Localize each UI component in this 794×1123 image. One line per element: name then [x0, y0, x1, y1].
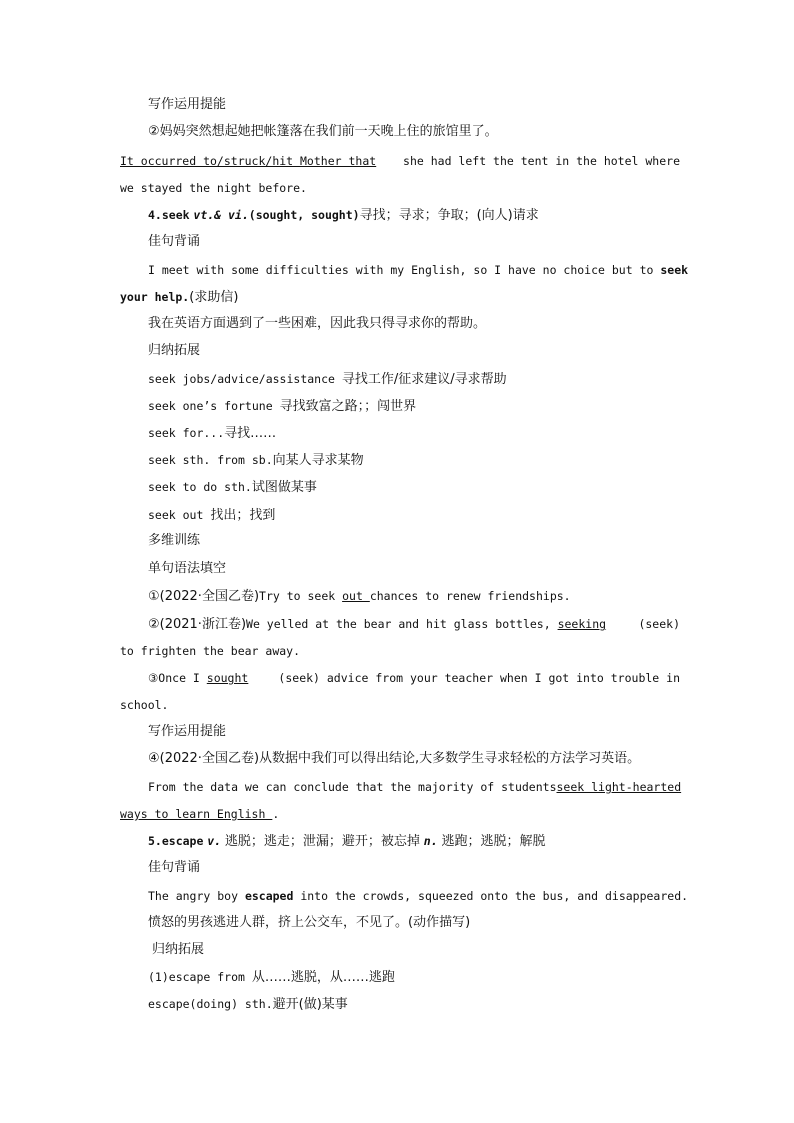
phrase-cn: 避开(做)某事	[272, 997, 348, 1012]
question-text: Try to seek	[259, 589, 343, 603]
entry-pos: v.	[207, 834, 222, 848]
question-source: ②(2021·浙江卷)	[148, 617, 247, 632]
answer-blank: seek light-hearted	[556, 780, 682, 794]
phrase-cn: 寻找工作/征求建议/寻求帮助	[341, 372, 507, 387]
question-text: chances to renew friendships.	[369, 589, 571, 603]
phrase-cn: 试图做某事	[251, 480, 317, 495]
phrase-en: seek out	[148, 508, 211, 522]
question-2-cont: to frighten the bear away.	[120, 644, 301, 658]
example-text: The angry boy	[148, 889, 245, 903]
answer-blank: seeking	[557, 617, 607, 631]
entry-pos: vt.& vi.	[193, 208, 249, 222]
phrase-cn: 找出；找到	[210, 508, 276, 523]
writing-heading: 写作运用提能	[148, 724, 227, 739]
good-sentence-heading: 佳句背诵	[148, 234, 201, 249]
answer-blank: sought	[206, 671, 249, 685]
question-4-prompt: ④(2022·全国乙卷)从数据中我们可以得出结论,大多数学生寻求轻松的方法学习英语。	[148, 751, 641, 766]
question-text: ③Once I	[148, 671, 207, 685]
phrase-item	[148, 452, 708, 469]
phrase-cn: 寻找致富之路；；闯世界	[279, 399, 417, 414]
section-heading-writing: 写作运用提能	[148, 97, 227, 112]
phrase-en: (1)escape from	[148, 970, 252, 984]
answer-continuation: we stayed the night before.	[120, 181, 307, 195]
answer-blank: ways to learn English	[120, 807, 273, 821]
example-bold: seek	[660, 263, 689, 277]
phrase-en: seek sth. from sb.	[148, 453, 273, 467]
question-4-answer	[120, 779, 680, 795]
phrase-en: seek jobs/advice/assistance	[148, 372, 342, 386]
training-heading: 多维训练	[148, 533, 201, 548]
entry-word: escape	[161, 834, 204, 848]
entry-number: 5.	[148, 834, 162, 848]
question-4-answer-cont	[120, 806, 680, 822]
example-text: into the crowds, squeezed onto the bus, and disappeared.	[293, 889, 689, 903]
question-3-cont: school.	[120, 698, 169, 712]
question-2	[120, 616, 680, 633]
phrase-en: escape(doing) sth.	[148, 997, 273, 1011]
question-text: From the data we can conclude that the majority of students	[148, 780, 557, 794]
good-sentence-heading: 佳句背诵	[148, 860, 201, 875]
question-source: ①(2022·全国乙卷)	[148, 589, 260, 604]
phrase-en: seek for...	[148, 426, 225, 440]
entry-meaning: 寻找；寻求；争取；(向人)请求	[359, 208, 539, 223]
answer-line	[120, 153, 680, 169]
example-sentence	[120, 262, 689, 278]
phrase-item	[148, 398, 708, 415]
answer-rest: she had left the tent in the hotel where	[403, 154, 680, 168]
period: .	[272, 807, 280, 821]
summary-heading: 归纳拓展	[148, 343, 201, 358]
phrase-item	[148, 479, 708, 496]
example-text: I meet with some difficulties with my English, so I have no choice but to	[148, 263, 654, 277]
question-hint: (seek)	[638, 617, 680, 631]
entry-seek-header	[148, 207, 708, 224]
question-3	[120, 670, 680, 686]
example-sentence-cont	[120, 289, 680, 306]
phrase-item	[148, 996, 708, 1013]
phrase-item	[148, 371, 708, 388]
summary-heading: 归纳拓展	[152, 942, 205, 957]
phrase-item	[148, 425, 708, 442]
question-text: We yelled at the bear and hit glass bottles,	[246, 617, 558, 631]
question-2-prompt: ②妈妈突然想起她把帐篷落在我们前一天晚上住的旅馆里了。	[148, 124, 498, 139]
question-1	[148, 588, 708, 605]
phrase-item	[148, 507, 708, 524]
phrase-cn: 从……逃脱，从……逃跑	[251, 970, 395, 985]
phrase-item	[148, 969, 708, 986]
answer-blank: It occurred to/struck/hit Mother that	[120, 154, 377, 168]
entry-pos: n.	[423, 834, 438, 848]
entry-number: 4.	[148, 208, 162, 222]
entry-word: seek	[161, 208, 190, 222]
fill-heading: 单句语法填空	[148, 561, 227, 576]
example-bold: escaped	[244, 889, 294, 903]
example-translation: 我在英语方面遇到了一些困难，因此我只得寻求你的帮助。	[148, 316, 487, 331]
entry-forms: (sought, sought)	[248, 208, 360, 222]
example-translation: 愤怒的男孩逃进人群，挤上公交车，不见了。(动作描写)	[148, 915, 471, 930]
phrase-en: seek to do sth.	[148, 480, 252, 494]
phrase-cn: 向某人寻求某物	[272, 453, 364, 468]
example-bold-2: your help.	[120, 290, 190, 304]
entry-escape-header	[148, 833, 708, 850]
example-sentence	[148, 888, 708, 904]
phrase-en: seek one’s fortune	[148, 399, 280, 413]
answer-blank: out	[342, 589, 370, 603]
question-text: (seek) advice from your teacher when I got into trouble in	[278, 671, 680, 685]
entry-meaning: 逃跑；逃脱；解脱	[441, 834, 546, 849]
phrase-cn: 寻找……	[224, 426, 277, 441]
example-note: (求助信)	[189, 290, 239, 305]
entry-meaning: 逃脱；逃走；泄漏；避开；被忘掉	[224, 834, 420, 849]
